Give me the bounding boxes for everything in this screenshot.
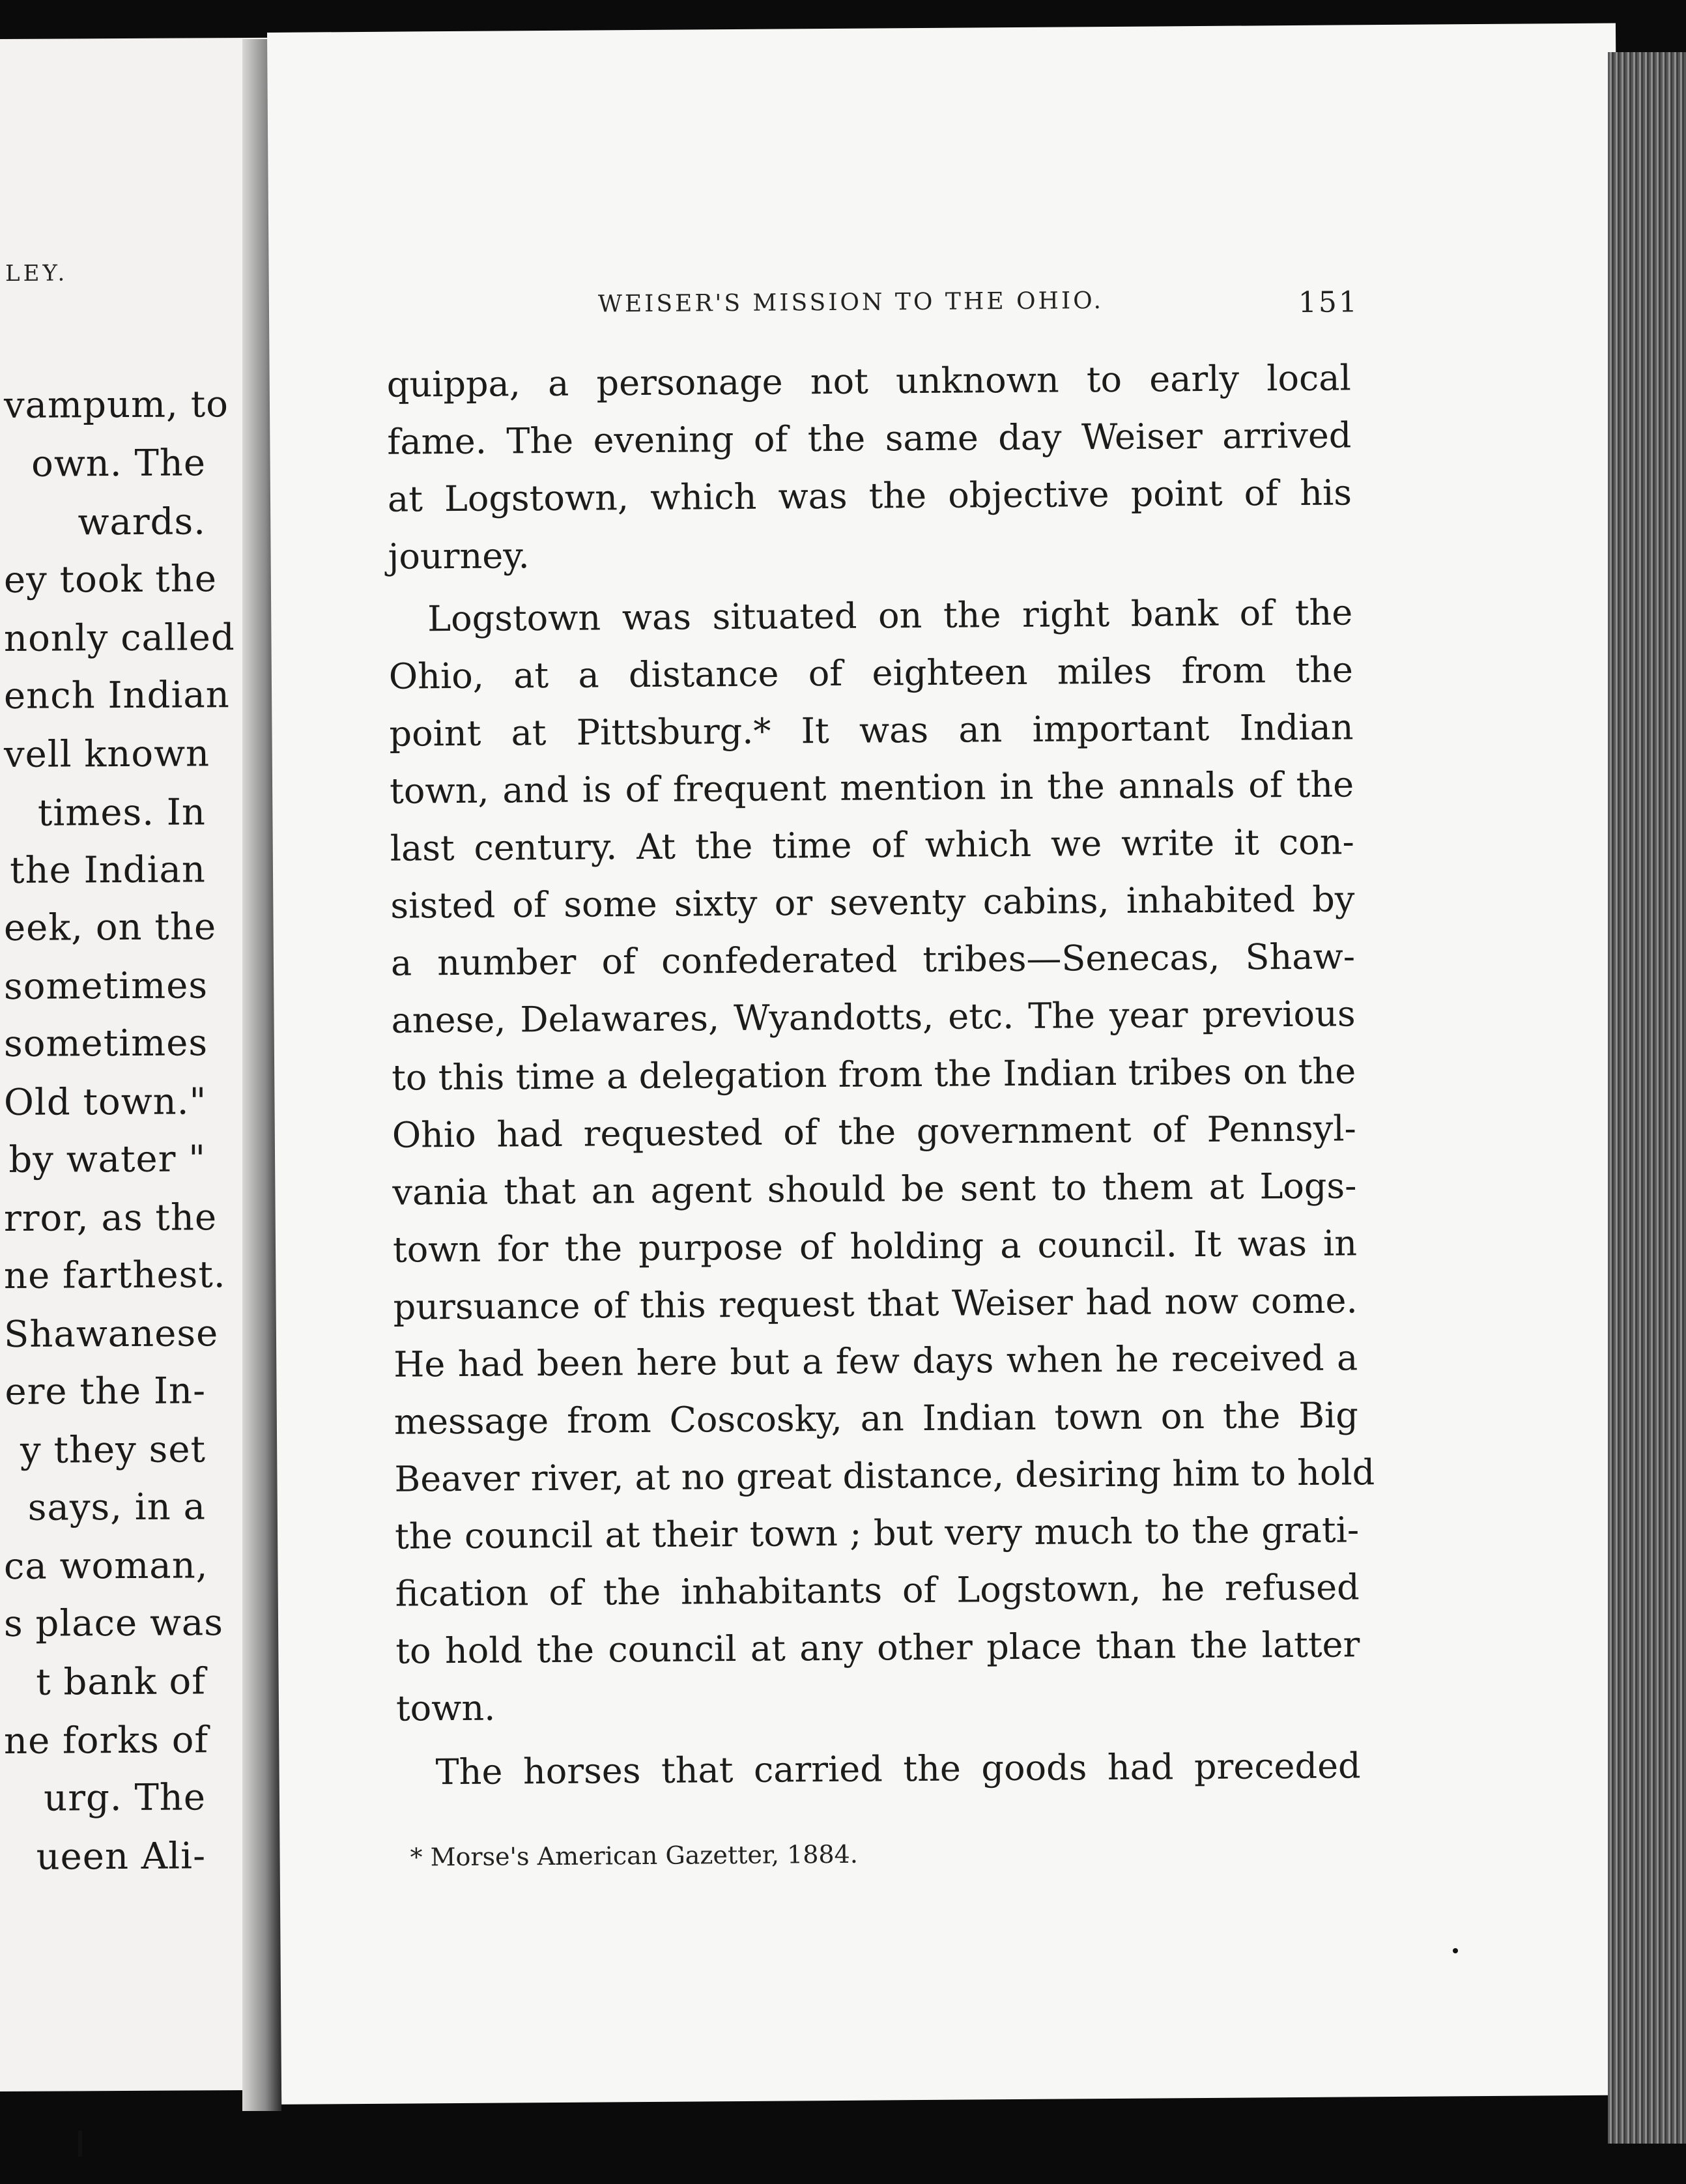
body-text-line: vania that an agent should be sent to them at Logs-	[392, 1165, 1357, 1213]
body-text-line: Ohio had requested of the government of Pennsyl-	[392, 1108, 1357, 1156]
body-text-line: fication of the inhabitants of Logstown, he refused	[395, 1566, 1360, 1615]
body-text-line: a number of confederated tribes—Senecas, Shaw-	[390, 936, 1356, 984]
scan-speck	[1453, 1948, 1458, 1953]
body-text-line: Logstown was situated on the right bank of the	[427, 592, 1353, 640]
body-text-line: town for the purpose of holding a council. It was in	[392, 1222, 1358, 1271]
left-text-line: ne forks of	[4, 1719, 209, 1762]
body-text-line: Beaver river, at no great distance, desiring him to hold	[394, 1452, 1375, 1500]
body-text-line: anese, Delawares, Wyandotts, etc. The year previous	[391, 993, 1356, 1041]
body-text-line: Ohio, at a distance of eighteen miles from the	[388, 649, 1354, 697]
body-text-line: town.	[395, 1687, 496, 1729]
footnote: * Morse's American Gazetter, 1884.	[410, 1839, 859, 1872]
left-text-line: says, in a	[27, 1486, 206, 1529]
left-text-line: sometimes	[4, 1022, 208, 1065]
left-text-line: ey took the	[4, 558, 217, 601]
left-text-line: s place was	[4, 1602, 224, 1645]
body-text-line: to hold the council at any other place than the latter	[395, 1624, 1360, 1672]
body-text-line: to this time a delegation from the Indian tribes on the	[391, 1050, 1356, 1099]
left-text-line: ne farthest.	[4, 1254, 226, 1297]
left-text-line: vampum, to	[4, 383, 229, 427]
body-text-line: the council at their town ; but very much to the grati-	[394, 1509, 1360, 1557]
body-text-line: journey.	[388, 535, 530, 577]
body-text-line: at Logstown, which was the objective point of his	[387, 472, 1352, 520]
right-page	[267, 23, 1630, 2105]
left-text-line: times. In	[37, 791, 206, 835]
left-text-line: Old town."	[4, 1080, 207, 1124]
body-text-line: The horses that carried the goods had preceded	[435, 1745, 1361, 1793]
left-text-line: by water "	[8, 1138, 206, 1181]
left-text-line: eek, on the	[4, 906, 217, 949]
left-text-line: ere the In-	[5, 1370, 206, 1413]
body-text-line: town, and is of frequent mention in the annals of the	[389, 764, 1354, 812]
page-number: 151	[1298, 285, 1360, 319]
left-text-line: t bank of	[36, 1660, 206, 1704]
body-text-line: last century. At the time of which we write it con-	[390, 821, 1354, 869]
body-text-line: point at Pittsburg.* It was an important Indian	[389, 706, 1354, 754]
left-text-line: own. The	[31, 442, 206, 485]
body-text-line: fame. The evening of the same day Weiser arrived	[387, 414, 1352, 463]
left-text-line: nonly called	[4, 616, 235, 660]
left-text-line: rror, as the	[4, 1196, 218, 1240]
body-text-line: He had been here but a few days when he received a	[393, 1337, 1358, 1385]
left-text-line: Shawanese	[4, 1312, 219, 1356]
body-text-line: quippa, a personage not unknown to early local	[386, 357, 1351, 405]
left-text-line: the Indian	[10, 848, 206, 892]
left-text-line: ench Indian	[4, 674, 230, 717]
page-block-edge	[1608, 52, 1686, 2144]
body-text-line: message from Coscosky, an Indian town on the Big	[393, 1394, 1359, 1443]
left-text-line: y they set	[20, 1428, 206, 1472]
left-text-line: urg. The	[44, 1776, 206, 1820]
body-text-line: sisted of some sixty or seventy cabins, inhabited by	[390, 878, 1355, 927]
left-text-line: vell known	[4, 732, 210, 776]
scan-speck	[78, 2131, 82, 2157]
left-text-line: wards.	[78, 500, 206, 544]
left-text-line: ueen Ali-	[36, 1835, 206, 1878]
left-text-line: sometimes	[4, 964, 208, 1008]
left-text-line: ca woman,	[4, 1544, 208, 1588]
left-running-head: LEY.	[5, 260, 68, 287]
body-text-line: pursuance of this request that Weiser had now come.	[393, 1280, 1358, 1328]
running-head: WEISER'S MISSION TO THE OHIO.	[597, 287, 1104, 318]
